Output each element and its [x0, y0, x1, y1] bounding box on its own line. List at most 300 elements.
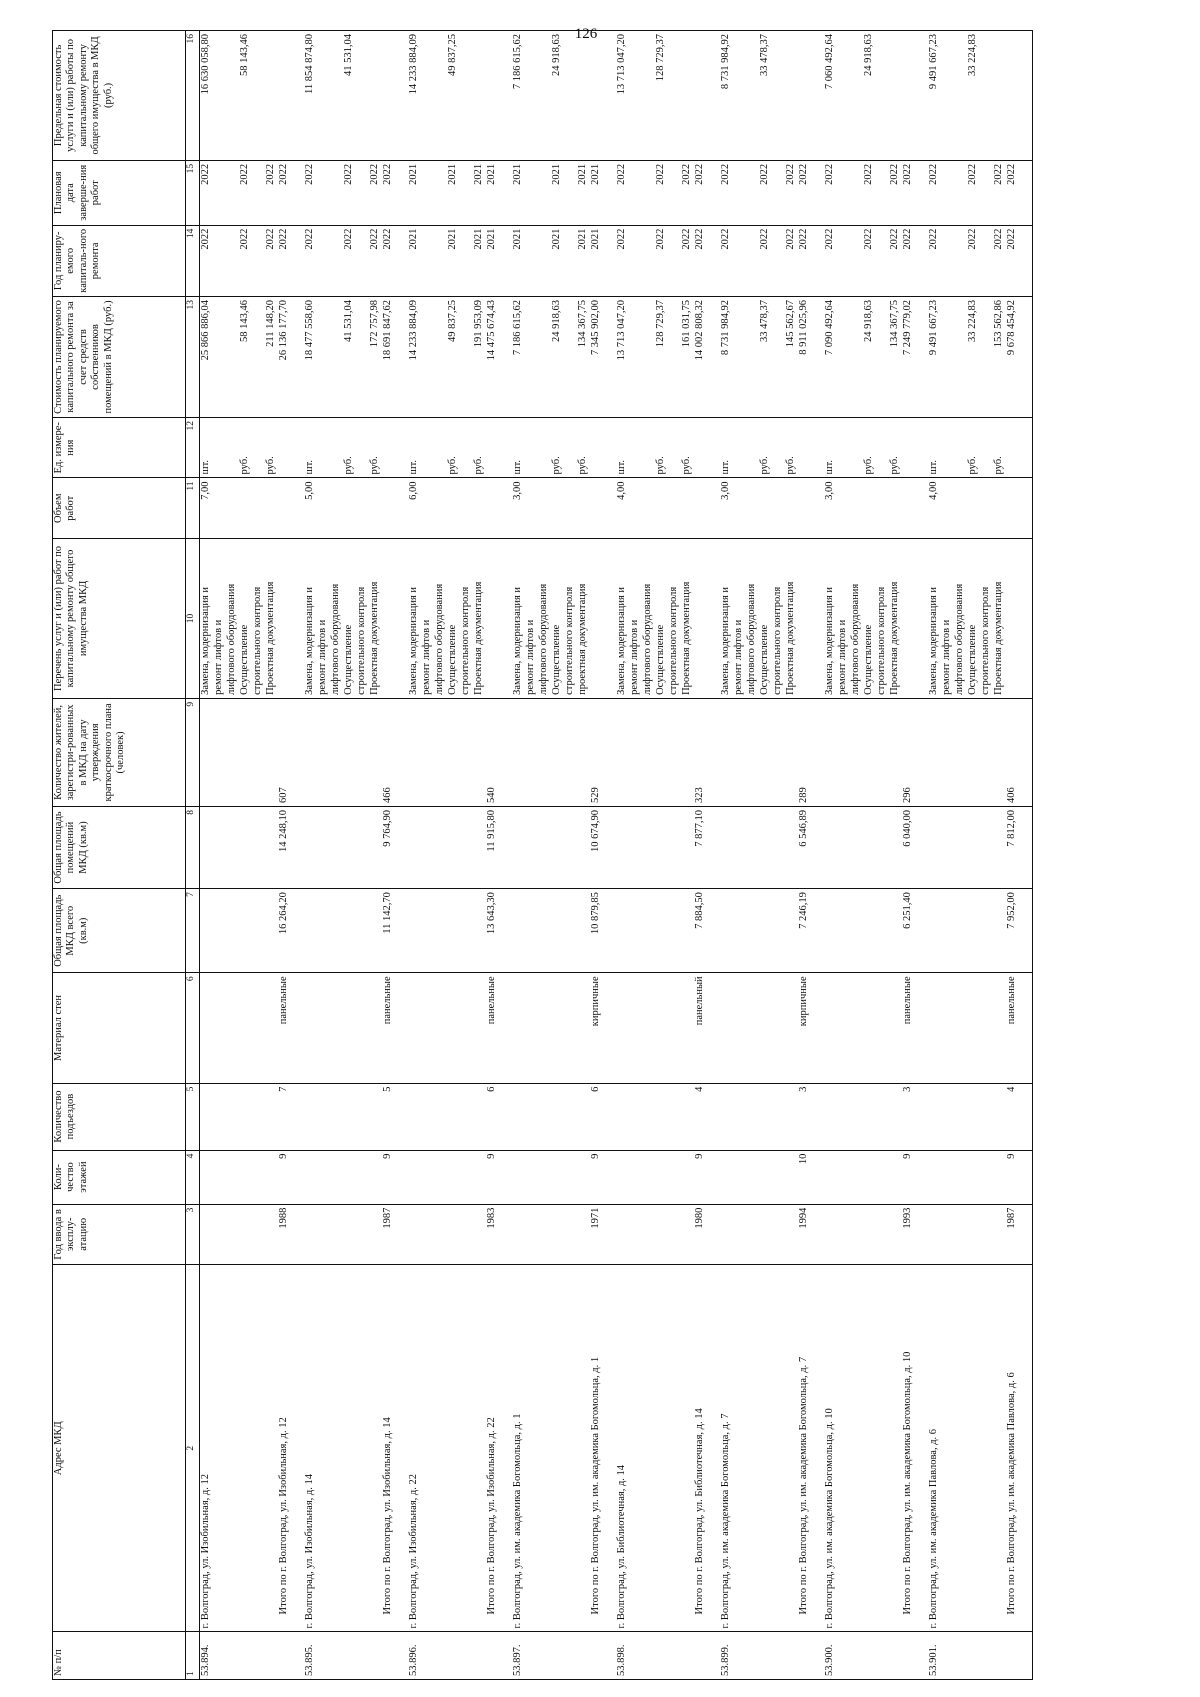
work-replace-line: ремонт лифтов и	[421, 619, 432, 695]
header-cell: Общая площадь МКД всего (кв.м)	[53, 889, 186, 973]
volume-cell	[824, 478, 928, 539]
limit-cost-cell	[200, 31, 305, 161]
floors: 9	[486, 1153, 497, 1159]
limit-main: 11 854 874,80	[304, 34, 315, 94]
year-cell	[928, 1204, 1033, 1265]
work-replace-line: Замена, модернизация и	[304, 586, 315, 695]
unit-project: руб.	[369, 456, 380, 475]
cost-control: 58 143,46	[239, 299, 250, 342]
row-number: 53.898.	[616, 1644, 627, 1676]
plan-date-total: 2022	[382, 163, 393, 185]
plan-year-main: 2022	[928, 228, 939, 250]
works-cell	[200, 538, 305, 698]
cost-control: 49 837,25	[447, 299, 458, 342]
limit-control: 41 531,04	[343, 34, 354, 76]
area-premises: 6 040,00	[902, 809, 913, 847]
plan-date-cell	[928, 160, 1033, 225]
unit-control: руб.	[551, 456, 562, 475]
year-cell	[200, 1204, 305, 1265]
work-control-line: строительного контроля	[980, 586, 991, 695]
plan-year-project: 2022	[265, 228, 276, 250]
header-cell: Стоимость планируемого капитального ремонта за счет средств собственников помещений в МКД (руб.)	[53, 296, 186, 417]
header-cell: Плановая дата заверше-ния работ	[53, 160, 186, 225]
volume-cell	[304, 478, 408, 539]
table-row	[720, 31, 824, 1680]
work-replace-line: Замена, модернизация и	[824, 586, 835, 695]
address-cell	[824, 1265, 928, 1632]
plan-date-main: 2021	[512, 163, 523, 185]
residents: 529	[590, 787, 601, 803]
work-replace-line: Замена, модернизация и	[512, 586, 523, 695]
plan-year-cell	[304, 225, 408, 296]
plan-date-main: 2022	[824, 163, 835, 185]
capital-repair-table	[52, 30, 1033, 1680]
plan-year-project: 2022	[785, 228, 796, 250]
plan-date-project: 2022	[993, 163, 1004, 185]
cost-project: 172 757,98	[369, 299, 380, 348]
plan-date-control: 2022	[239, 163, 250, 185]
plan-date-control: 2021	[551, 163, 562, 185]
area-premises-cell	[824, 806, 928, 888]
plan-year-main: 2022	[304, 228, 315, 250]
year-built: 1987	[1006, 1207, 1017, 1229]
row-number: 53.897.	[512, 1644, 523, 1676]
area-total: 7 952,00	[1006, 892, 1017, 929]
unit-main: шт.	[928, 459, 939, 475]
address: г. Волгоград, ул. им. академика Богомольца, д. 7	[720, 1413, 731, 1629]
residents-cell	[824, 698, 928, 806]
plan-date-control: 2022	[863, 163, 874, 185]
unit-project: руб.	[889, 456, 900, 475]
column-number: 14	[186, 225, 200, 296]
work-replace-line: ремонт лифтов и	[837, 619, 848, 695]
header-cell: Коли-чество этажей	[53, 1150, 186, 1204]
floors-cell	[200, 1150, 305, 1204]
work-project: Проектная документация	[785, 581, 796, 695]
unit-control: руб.	[967, 456, 978, 475]
unit-cell	[928, 417, 1033, 478]
limit-main: 7 060 492,64	[824, 34, 835, 90]
plan-year-total: 2022	[798, 228, 809, 250]
cost-total: 9 678 454,92	[1006, 299, 1017, 356]
total-label: Итого по г. Волгоград, ул. Изобильная, д. 12	[278, 1417, 289, 1615]
year-built: 1983	[486, 1207, 497, 1229]
row-number: 53.900.	[824, 1644, 835, 1676]
plan-year-project: 2022	[681, 228, 692, 250]
header-row	[53, 31, 186, 1680]
work-replace-line: ремонт лифтов и	[629, 619, 640, 695]
column-number: 10	[186, 538, 200, 698]
column-number: 16	[186, 31, 200, 161]
work-replace-line: Замена, модернизация и	[720, 586, 731, 695]
walls-cell	[200, 973, 305, 1083]
area-total: 16 264,20	[278, 892, 289, 935]
header-cell: Предельная стоимость услуги и (или) работы по капитальному ремонту общего имущества в МКД (руб.)	[53, 31, 186, 161]
plan-date-total: 2021	[486, 163, 497, 185]
unit-project: руб.	[681, 456, 692, 475]
year-built: 1971	[590, 1207, 601, 1229]
page-number: 126	[574, 26, 598, 42]
column-number: 8	[186, 806, 200, 888]
column-number: 7	[186, 889, 200, 973]
table-row	[928, 31, 1033, 1680]
plan-year-control: 2022	[655, 228, 666, 250]
header-cell: Год планиру-емого капиталь-ного ремонта	[53, 225, 186, 296]
plan-date-main: 2022	[720, 163, 731, 185]
header-cell: Количество подъездов	[53, 1083, 186, 1150]
address-cell	[200, 1265, 305, 1632]
unit-main: шт.	[408, 459, 419, 475]
row-number: 53.899.	[720, 1644, 731, 1676]
cost-control: 24 918,63	[551, 299, 562, 342]
area-premises-cell	[304, 806, 408, 888]
cost-cell	[200, 296, 305, 417]
plan-date-total: 2022	[694, 163, 705, 185]
cost-cell	[824, 296, 928, 417]
column-number: 13	[186, 296, 200, 417]
address-cell	[512, 1265, 616, 1632]
cost-main: 25 866 886,04	[200, 299, 211, 361]
plan-year-cell	[200, 225, 305, 296]
work-replace-line: ремонт лифтов и	[941, 619, 952, 695]
plan-year-total: 2021	[486, 228, 497, 250]
total-label: Итого по г. Волгоград, ул. Библиотечная, д. 14	[694, 1408, 705, 1615]
residents: 540	[486, 787, 497, 803]
wall-material: панельные	[1006, 976, 1017, 1025]
floors-cell	[408, 1150, 512, 1204]
unit-control: руб.	[863, 456, 874, 475]
year-cell	[824, 1204, 928, 1265]
cost-control: 41 531,04	[343, 299, 354, 342]
year-built: 1987	[382, 1207, 393, 1229]
plan-year-cell	[512, 225, 616, 296]
work-control-line: Осуществление	[759, 624, 770, 695]
floors: 9	[1006, 1153, 1017, 1159]
plan-year-cell	[408, 225, 512, 296]
plan-date-cell	[200, 160, 305, 225]
work-replace-line: ремонт лифтов и	[213, 619, 224, 695]
walls-cell	[512, 973, 616, 1083]
plan-date-project: 2022	[681, 163, 692, 185]
works-cell	[824, 538, 928, 698]
plan-year-cell	[824, 225, 928, 296]
limit-cost-cell	[928, 31, 1033, 161]
plan-date-project: 2022	[265, 163, 276, 185]
plan-date-project: 2021	[473, 163, 484, 185]
work-control-line: строительного контроля	[772, 586, 783, 695]
cost-total: 7 345 902,00	[590, 299, 601, 356]
walls-cell	[408, 973, 512, 1083]
limit-main: 16 630 058,80	[200, 34, 211, 95]
year-cell	[720, 1204, 824, 1265]
area-premises-cell	[408, 806, 512, 888]
work-control-line: строительного контроля	[668, 586, 679, 695]
plan-date-control: 2022	[655, 163, 666, 185]
plan-year-total: 2022	[902, 228, 913, 250]
area-total-cell	[720, 889, 824, 973]
work-control-line: Осуществление	[551, 624, 562, 695]
table-row	[824, 31, 928, 1680]
limit-cost-cell	[824, 31, 928, 161]
cost-cell	[304, 296, 408, 417]
volume-cell	[720, 478, 824, 539]
plan-year-main: 2021	[512, 228, 523, 250]
floors: 9	[382, 1153, 393, 1159]
area-premises: 10 674,90	[590, 809, 601, 852]
unit-main: шт.	[824, 459, 835, 475]
volume-cell	[408, 478, 512, 539]
cost-cell	[408, 296, 512, 417]
plan-date-main: 2021	[408, 163, 419, 185]
limit-control: 58 143,46	[239, 34, 250, 76]
row-number-cell	[824, 1632, 928, 1680]
work-replace-line: лифтового оборудования	[746, 583, 757, 695]
floors-cell	[928, 1150, 1033, 1204]
column-number-row	[186, 31, 200, 1680]
year-built: 1980	[694, 1207, 705, 1229]
wall-material: панельные	[486, 976, 497, 1025]
volume-cell	[200, 478, 305, 539]
volume: 3,00	[824, 481, 835, 500]
area-total: 7 884,50	[694, 892, 705, 929]
walls-cell	[304, 973, 408, 1083]
entrances-cell	[200, 1083, 305, 1150]
entrances: 7	[278, 1086, 289, 1092]
address: г. Волгоград, ул. Библиотечная, д. 14	[616, 1464, 627, 1629]
floors: 9	[902, 1153, 913, 1159]
area-premises: 7 877,10	[694, 809, 705, 847]
limit-main: 7 186 615,62	[512, 34, 523, 90]
plan-date-cell	[512, 160, 616, 225]
unit-main: шт.	[512, 459, 523, 475]
cost-project: 211 148,20	[265, 299, 276, 347]
unit-project: руб.	[577, 456, 588, 475]
work-replace-line: лифтового оборудования	[538, 583, 549, 695]
work-project: Проектная документация	[993, 581, 1004, 695]
area-total: 13 643,30	[486, 892, 497, 935]
entrances: 3	[798, 1086, 809, 1092]
limit-main: 14 233 884,09	[408, 34, 419, 95]
limit-cost-cell	[616, 31, 720, 161]
plan-date-total: 2021	[590, 163, 601, 185]
cost-cell	[512, 296, 616, 417]
year-cell	[304, 1204, 408, 1265]
row-number-cell	[720, 1632, 824, 1680]
work-control-line: Осуществление	[967, 624, 978, 695]
work-control-line: Осуществление	[863, 624, 874, 695]
unit-project: руб.	[993, 456, 1004, 475]
walls-cell	[928, 973, 1033, 1083]
volume: 4,00	[928, 481, 939, 500]
plan-year-control: 2021	[447, 228, 458, 250]
plan-year-control: 2021	[551, 228, 562, 250]
work-replace-line: Замена, модернизация и	[200, 586, 211, 695]
residents: 406	[1006, 787, 1017, 803]
limit-control: 24 918,63	[863, 34, 874, 76]
floors: 9	[694, 1153, 705, 1159]
cost-total: 14 475 674,43	[486, 299, 497, 361]
area-total: 7 246,19	[798, 892, 809, 929]
year-cell	[512, 1204, 616, 1265]
area-total: 6 251,40	[902, 892, 913, 929]
residents-cell	[720, 698, 824, 806]
plan-date-control: 2022	[343, 163, 354, 185]
cost-total: 18 691 847,62	[382, 299, 393, 361]
walls-cell	[824, 973, 928, 1083]
row-number: 53.896.	[408, 1644, 419, 1676]
header-cell: Ед. измере-ния	[53, 417, 186, 478]
volume-cell	[928, 478, 1033, 539]
works-cell	[512, 538, 616, 698]
plan-year-control: 2022	[967, 228, 978, 250]
plan-year-project: 2021	[577, 228, 588, 250]
area-total: 10 879,85	[590, 892, 601, 935]
header-cell: Адрес МКД	[53, 1265, 186, 1632]
unit-control: руб.	[343, 456, 354, 475]
address-cell	[928, 1265, 1033, 1632]
plan-year-control: 2022	[863, 228, 874, 250]
volume: 4,00	[616, 481, 627, 500]
unit-project: руб.	[473, 456, 484, 475]
area-total-cell	[512, 889, 616, 973]
plan-year-main: 2022	[616, 228, 627, 250]
row-number-cell	[616, 1632, 720, 1680]
plan-year-total: 2021	[590, 228, 601, 250]
total-label: Итого по г. Волгоград, ул. им. академика Павлова, д. 6	[1006, 1372, 1017, 1615]
works-cell	[616, 538, 720, 698]
floors-cell	[720, 1150, 824, 1204]
floors-cell	[512, 1150, 616, 1204]
floors-cell	[304, 1150, 408, 1204]
total-label: Итого по г. Волгоград, ул. им. академика Богомольца, д. 10	[902, 1351, 913, 1615]
column-number: 12	[186, 417, 200, 478]
plan-date-main: 2022	[616, 163, 627, 185]
plan-year-cell	[720, 225, 824, 296]
works-cell	[304, 538, 408, 698]
cost-control: 24 918,63	[863, 299, 874, 342]
entrances: 6	[486, 1086, 497, 1092]
unit-control: руб.	[655, 456, 666, 475]
residents: 289	[798, 787, 809, 803]
residents: 607	[278, 787, 289, 803]
entrances-cell	[408, 1083, 512, 1150]
table-row	[304, 31, 408, 1680]
cost-total: 8 911 025,96	[798, 299, 809, 355]
entrances-cell	[824, 1083, 928, 1150]
plan-date-cell	[824, 160, 928, 225]
unit-project: руб.	[265, 456, 276, 475]
address-cell	[304, 1265, 408, 1632]
work-control-line: Осуществление	[447, 624, 458, 695]
work-project: Проектная документация	[369, 581, 380, 695]
wall-material: панельные	[382, 976, 393, 1025]
limit-control: 128 729,37	[655, 34, 666, 82]
column-number: 2	[186, 1265, 200, 1632]
work-replace-line: лифтового оборудования	[642, 583, 653, 695]
work-replace-line: лифтового оборудования	[850, 583, 861, 695]
column-number: 6	[186, 973, 200, 1083]
residents-cell	[304, 698, 408, 806]
area-premises: 11 915,80	[486, 809, 497, 852]
walls-cell	[720, 973, 824, 1083]
work-replace-line: Замена, модернизация и	[408, 586, 419, 695]
cost-main: 9 491 667,23	[928, 299, 939, 356]
area-premises-cell	[616, 806, 720, 888]
total-label: Итого по г. Волгоград, ул. им. академика Богомольца, д. 7	[798, 1356, 809, 1615]
area-premises-cell	[200, 806, 305, 888]
work-project: Проектная документация	[889, 581, 900, 695]
plan-year-total: 2022	[278, 228, 289, 250]
limit-control: 49 837,25	[447, 34, 458, 76]
entrances: 4	[694, 1086, 705, 1092]
address: г. Волгоград, ул. им. академика Павлова, д. 6	[928, 1428, 939, 1629]
plan-year-control: 2022	[343, 228, 354, 250]
floors-cell	[616, 1150, 720, 1204]
table-row	[200, 31, 305, 1680]
area-premises: 7 812,00	[1006, 809, 1017, 847]
plan-year-project: 2022	[889, 228, 900, 250]
work-control-line: строительного контроля	[252, 586, 263, 695]
area-total-cell	[200, 889, 305, 973]
cost-total: 7 249 779,02	[902, 299, 913, 356]
floors-cell	[824, 1150, 928, 1204]
cost-project: 134 367,75	[889, 299, 900, 348]
wall-material: кирпичные	[590, 976, 601, 1027]
volume-cell	[512, 478, 616, 539]
cost-project: 161 031,75	[681, 299, 692, 348]
limit-control: 24 918,63	[551, 34, 562, 76]
header-cell: Общая площадь помещений МКД (кв.м)	[53, 806, 186, 888]
unit-main: шт.	[720, 459, 731, 475]
column-number: 1	[186, 1632, 200, 1680]
area-premises: 14 248,10	[278, 809, 289, 852]
work-replace-line: Замена, модернизация и	[616, 586, 627, 695]
plan-year-total: 2022	[1006, 228, 1017, 250]
unit-main: шт.	[616, 459, 627, 475]
address: г. Волгоград, ул. Изобильная, д. 12	[200, 1473, 211, 1629]
address: г. Волгоград, ул. им. академика Богомольца, д. 1	[512, 1413, 523, 1629]
cost-main: 7 186 615,62	[512, 299, 523, 356]
residents: 296	[902, 787, 913, 803]
unit-cell	[408, 417, 512, 478]
plan-year-project: 2022	[993, 228, 1004, 250]
header-cell: № п/п	[53, 1632, 186, 1680]
floors: 10	[798, 1153, 809, 1165]
total-label: Итого по г. Волгоград, ул. Изобильная, д. 14	[382, 1417, 393, 1615]
area-total-cell	[304, 889, 408, 973]
column-number: 9	[186, 698, 200, 806]
area-premises-cell	[720, 806, 824, 888]
work-replace-line: ремонт лифтов и	[525, 619, 536, 695]
header-cell: Год ввода в эксплу-атацию	[53, 1204, 186, 1265]
plan-date-control: 2021	[447, 163, 458, 185]
area-premises-cell	[512, 806, 616, 888]
work-control-line: строительного контроля	[564, 586, 575, 695]
cost-cell	[928, 296, 1033, 417]
row-number-cell	[304, 1632, 408, 1680]
cost-project: 153 562,86	[993, 299, 1004, 348]
limit-cost-cell	[408, 31, 512, 161]
plan-date-total: 2022	[278, 163, 289, 185]
works-cell	[408, 538, 512, 698]
floors: 9	[590, 1153, 601, 1159]
unit-cell	[824, 417, 928, 478]
work-control-line: строительного контроля	[356, 586, 367, 695]
plan-date-project: 2021	[577, 163, 588, 185]
unit-main: шт.	[304, 459, 315, 475]
walls-cell	[616, 973, 720, 1083]
cost-total: 26 136 177,70	[278, 299, 289, 361]
